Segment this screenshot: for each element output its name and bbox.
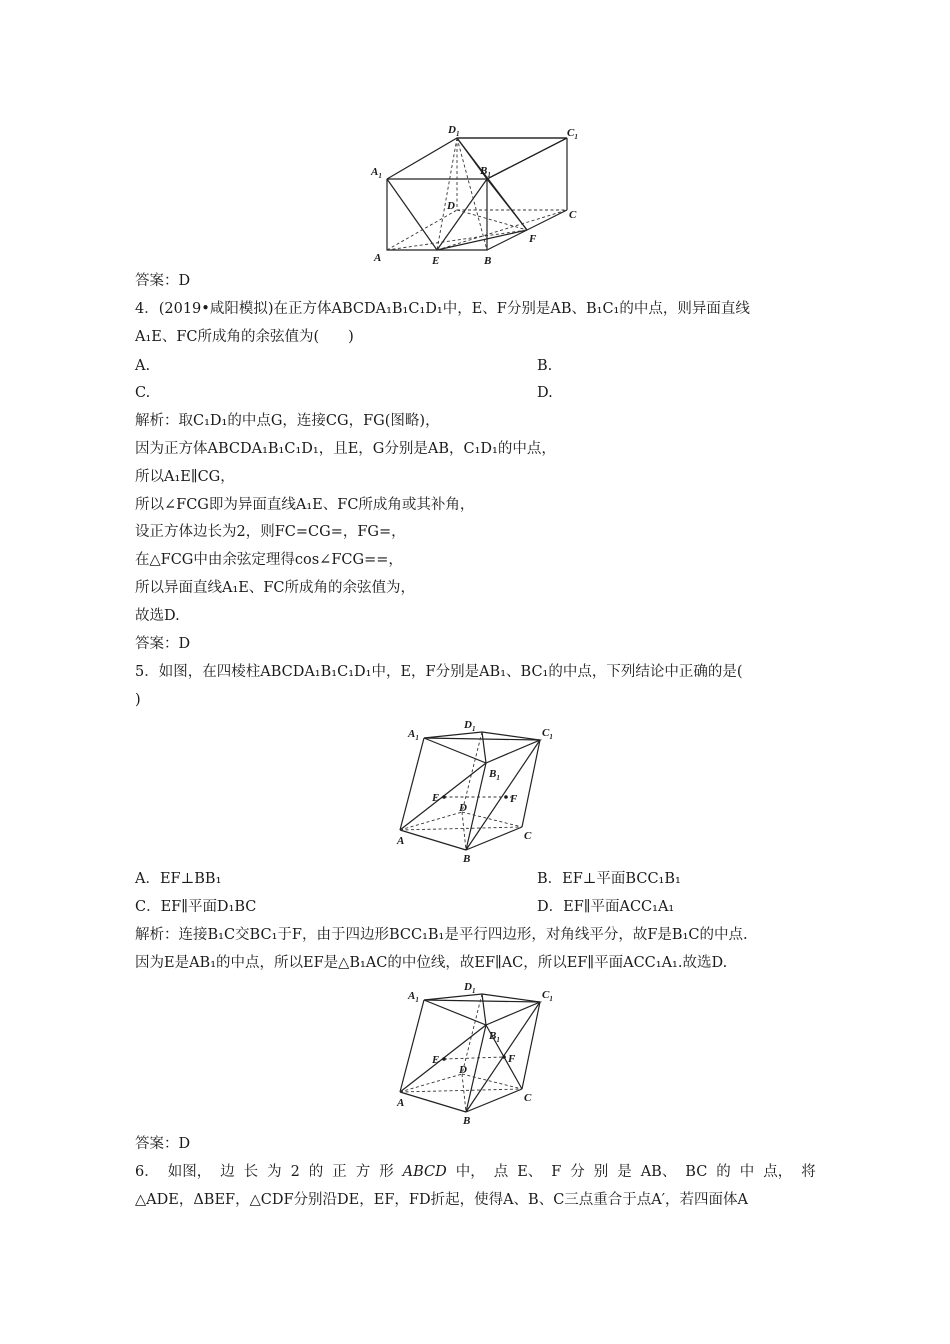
label-B1: $B_1$: [480, 165, 491, 179]
label-D: D: [459, 1064, 467, 1076]
label-F: F: [529, 233, 537, 245]
label-A1: $A_1$: [371, 166, 382, 180]
figure-cube-1: [360, 118, 600, 268]
q5-solution-line1: 解析：连接B₁C交BC₁于F，由于四边形BCC₁B₁是平行四边形，对角线平分，故F是B₁C的中点.: [135, 927, 748, 943]
q4-solution-line: 在△FCG中由余弦定理得cos∠FCG==，: [135, 552, 403, 568]
label-D: D: [447, 200, 455, 212]
figure-prism-3: [392, 978, 552, 1128]
q6-word: 6．: [135, 1164, 159, 1180]
figure-prism-2: [392, 716, 552, 866]
label-A1: $A_1$: [408, 728, 419, 742]
q6-word: 的: [716, 1164, 731, 1180]
q6-word: 为: [267, 1164, 282, 1180]
q6-word: 长: [243, 1164, 259, 1180]
label-B1: $B_1$: [489, 768, 500, 782]
label-A: A: [397, 1097, 405, 1109]
q5-option-d: D．EF∥平面ACC₁A₁: [537, 899, 675, 915]
q6-word: 正: [332, 1164, 347, 1180]
q4-solution-line: 解析：取C₁D₁的中点G，连接CG，FG(图略)，: [135, 413, 440, 429]
q4-solution-line: 故选D.: [135, 608, 180, 624]
label-C1: $C_1$: [542, 727, 553, 741]
q6-word: 的: [308, 1164, 324, 1180]
label-E: E: [432, 1054, 440, 1066]
label-B1: $B_1$: [489, 1030, 500, 1044]
q6-word: 点: [493, 1164, 509, 1180]
label-A: A: [374, 252, 382, 264]
q6-word: E、: [517, 1164, 543, 1180]
q5-solution-line2: 因为E是AB₁的中点，所以EF是△B₁AC的中位线，故EF∥AC，所以EF∥平面ACC₁A₁.故选D.: [135, 955, 728, 971]
q6-word: F: [551, 1164, 562, 1180]
label-E: E: [432, 792, 440, 804]
q6-word: 2: [290, 1164, 300, 1180]
label-F: F: [510, 793, 518, 805]
q4-solution-line: 所以A₁E∥CG，: [135, 469, 235, 485]
label-E: E: [432, 255, 440, 267]
q6-word: 形: [379, 1164, 394, 1180]
label-C: C: [524, 830, 532, 842]
q4-solution-line: 因为正方体ABCDA₁B₁C₁D₁，且E，G分别是AB，C₁D₁的中点，: [135, 441, 556, 457]
label-C: C: [524, 1092, 532, 1104]
q6-stem-line1: [135, 1162, 816, 1182]
q6-word: 将: [801, 1164, 816, 1180]
q6-word: 点，: [763, 1164, 793, 1180]
q4-stem-line2: A₁E、FC所成角的余弦值为( ): [135, 329, 354, 345]
label-C1: $C_1$: [567, 127, 578, 141]
label-D1: $D_1$: [464, 719, 476, 733]
answer-q3: 答案：D: [135, 273, 191, 289]
q4-solution-line: 设正方体边长为2，则FC=CG=，FG=，: [135, 524, 406, 540]
q6-stem-line2: △ADE，ΔBEF，△CDF分别沿DE，EF，FD折起，使得A、B、C三点重合于点A′，若四面体A: [135, 1192, 749, 1208]
label-A1: $A_1$: [408, 990, 419, 1004]
q6-word: 如图，: [167, 1164, 212, 1180]
q4-stem-line1: 4．(2019•咸阳模拟)在正方体ABCDA₁B₁C₁D₁中，E、F分别是AB、B₁C₁的中点，则异面直线: [135, 301, 750, 317]
q6-word: 中: [739, 1164, 755, 1180]
q6-word: 中，: [455, 1164, 485, 1180]
q4-option-c: C.: [135, 385, 151, 401]
q5-stem-line1: 5．如图，在四棱柱ABCDA₁B₁C₁D₁中，E，F分别是AB₁、BC₁的中点，下列结论中正确的是(: [135, 664, 743, 680]
q5-option-b: B．EF⊥平面BCC₁B₁: [537, 871, 681, 887]
q4-option-b: B.: [537, 358, 553, 374]
q5-option-a: A．EF⊥BB₁: [135, 871, 222, 887]
q4-solution-line: 所以异面直线A₁E、FC所成角的余弦值为，: [135, 580, 416, 596]
q6-word: 是: [617, 1164, 632, 1180]
label-C: C: [569, 209, 577, 221]
label-A: A: [397, 835, 405, 847]
q5-option-c: C．EF∥平面D₁BC: [135, 899, 257, 915]
label-C1: $C_1$: [542, 989, 553, 1003]
q6-word: AB、: [640, 1164, 677, 1180]
q4-option-d: D.: [537, 385, 553, 401]
q6-word: BC: [685, 1164, 708, 1180]
answer-q4: 答案：D: [135, 636, 191, 652]
label-B: B: [484, 255, 492, 267]
q6-word: 分: [570, 1164, 585, 1180]
q5-stem-line2: ): [135, 692, 141, 708]
label-D1: $D_1$: [448, 124, 460, 138]
q4-option-a: A.: [135, 358, 151, 374]
label-B: B: [463, 1115, 471, 1127]
label-D: D: [459, 802, 467, 814]
label-B: B: [463, 853, 471, 865]
q6-word: 别: [593, 1164, 609, 1180]
q4-solution-line: 所以∠FCG即为异面直线A₁E、FC所成角或其补角，: [135, 497, 475, 513]
q6-word: 边: [220, 1164, 235, 1180]
q6-word: ABCD: [402, 1164, 447, 1180]
label-F: F: [508, 1053, 516, 1065]
answer-q5: 答案：D: [135, 1136, 191, 1152]
q6-word: 方: [355, 1164, 371, 1180]
label-D1: $D_1$: [464, 981, 476, 995]
